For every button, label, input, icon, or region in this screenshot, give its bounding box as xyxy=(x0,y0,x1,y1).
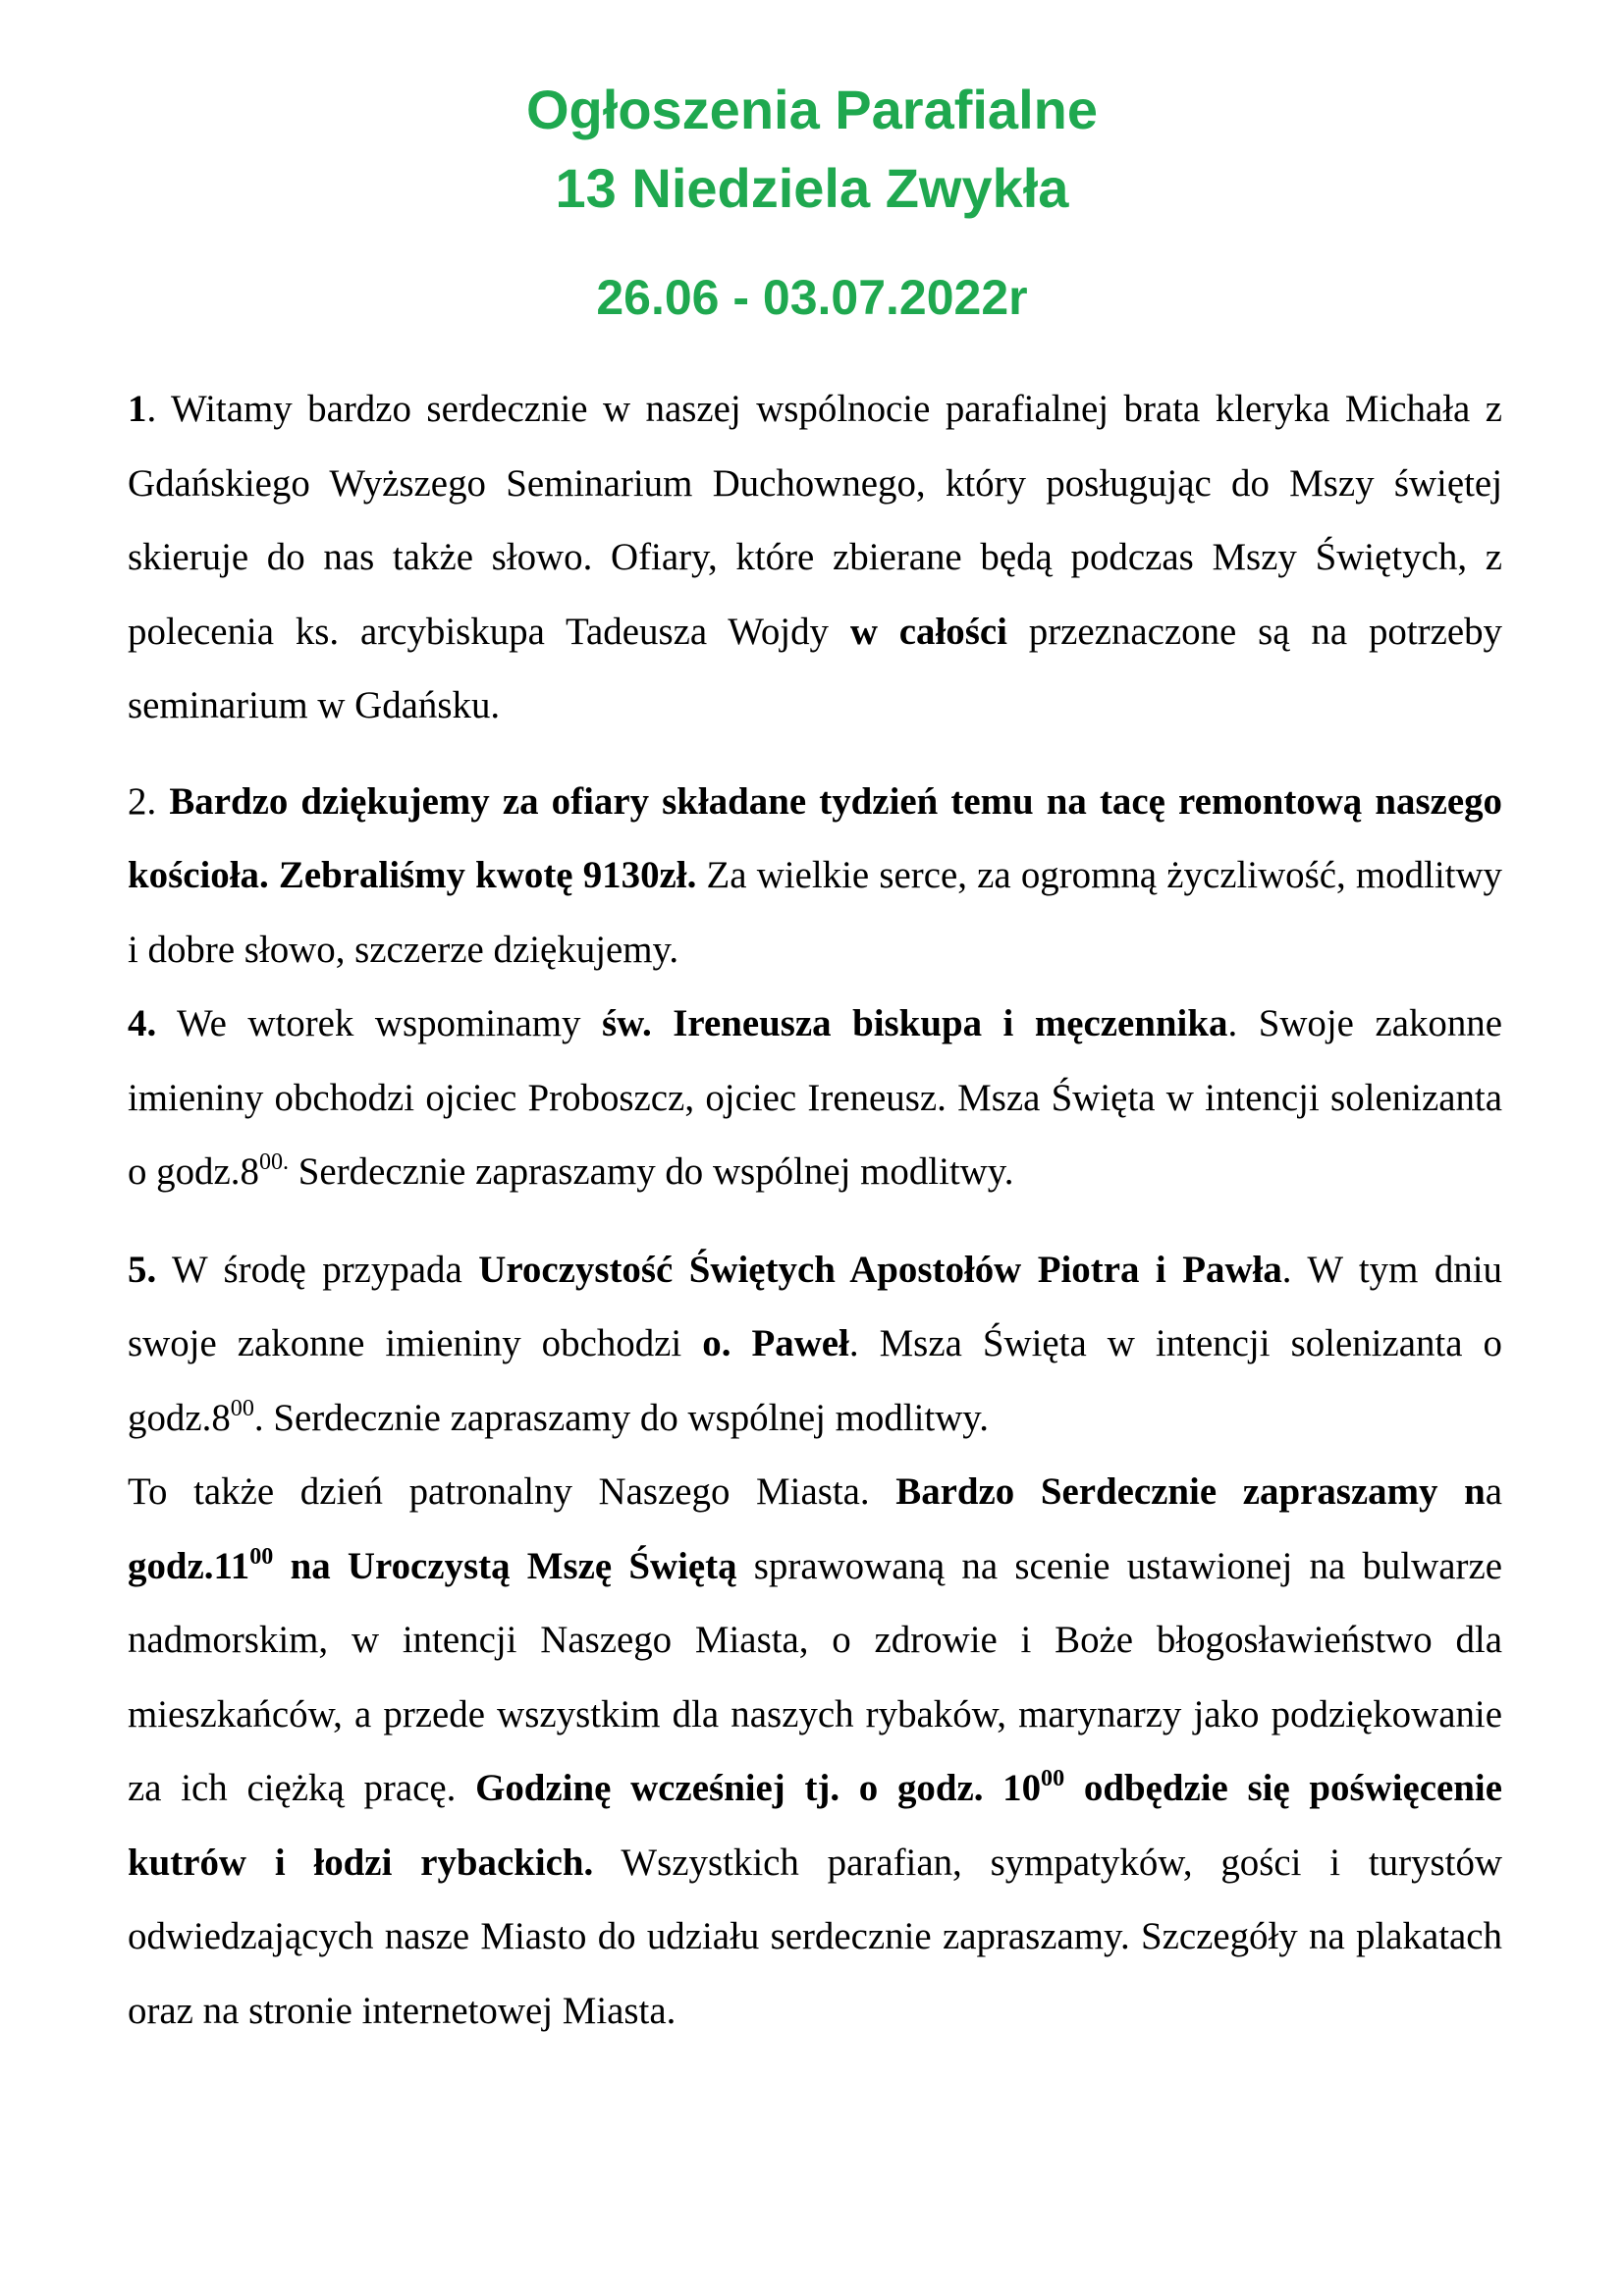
announcements-body xyxy=(128,372,1502,2048)
announcement-bold-text: Bardzo dziękujemy za ofiary składane tydzień temu na tacę remontową naszego kościoła. Zebraliśmy kwotę 9130zł. xyxy=(128,779,1503,896)
announcement-text: . W tym dniu swoje zakonne imieniny obchodzi xyxy=(128,1248,1502,1364)
announcement-text: Za wielkie serce, za ogromną życzliwość, modlitwy i dobre słowo, szczerze dziękujemy. xyxy=(128,854,1502,971)
announcement-bold-text: Bardzo Serdecznie zapraszamy n xyxy=(895,1470,1486,1513)
announcement-5 xyxy=(128,1455,1502,2048)
title-line-2: 13 Niedziela Zwykła xyxy=(555,157,1069,219)
announcement-text: przeznaczone są na potrzeby seminarium w Gdańsku. xyxy=(128,610,1503,726)
announcement-text: . Swoje zakonne imieniny obchodzi ojciec Proboszcz, ojciec Ireneusz. Msza Święta w intencji solenizanta o godz.8 xyxy=(128,1002,1503,1193)
announcement-bold-text: odbędzie się poświęcenie kutrów i łodzi rybackich. xyxy=(128,1767,1502,1884)
announcement-text: . Witamy bardzo serdecznie w naszej wspólnocie parafialnej brata kleryka Michała z Gdańskiego Wyższego Seminarium Duchownego, który posługując do Mszy świętej skieruje do nas także słowo. Ofiary, które zbierane będą podczas Mszy Świętych, z polecenia ks. arcybiskupa Tadeusza Wojdy xyxy=(128,388,1502,653)
announcement-bold-text: św. Ireneusza biskupa i męczennika xyxy=(601,1002,1228,1044)
announcement-bold-text: 1 xyxy=(128,388,147,430)
superscript-text: 00 xyxy=(1041,1766,1065,1792)
title-line-1: Ogłoszenia Parafialne xyxy=(526,79,1098,140)
announcement-text: Wszystkich parafian, sympatyków, gości i turystów odwiedzających nasze Miasto do udziału serdecznie zapraszamy. Szczegóły na plakatach oraz na stronie internetowej Miasta. xyxy=(128,1841,1502,2032)
announcement-4 xyxy=(128,1233,1502,1456)
announcement-text: Serdecznie zapraszamy do wspólnej modlitwy. xyxy=(289,1150,1014,1193)
announcement-text: . Serdecznie zapraszamy do wspólnej modlitwy. xyxy=(253,1396,989,1439)
date-range: 26.06 - 03.07.2022r xyxy=(596,270,1028,325)
announcement-bold-text: o. Paweł xyxy=(702,1322,849,1364)
announcement-text: . Msza Święta w intencji solenizanta o godz.8 xyxy=(128,1322,1502,1439)
superscript-text: 00 xyxy=(230,1395,254,1421)
announcement-text: sprawowaną na scenie ustawionej na bulwarze nadmorskim, w intencji Naszego Miasta, o zdrowie i Boże błogosławieństwo dla mieszkańców, a przede wszystkim dla naszych rybaków, marynarzy jako podziękowanie za ich ciężką pracę. xyxy=(128,1544,1502,1809)
announcement-text: We wtorek wspominamy xyxy=(156,1002,602,1044)
superscript-text: 00. xyxy=(258,1149,290,1176)
announcement-text: a xyxy=(1485,1470,1502,1513)
announcement-bold-text: Godzinę wcześniej tj. o godz. 10 xyxy=(475,1767,1042,1809)
superscript-text: 00 xyxy=(249,1543,274,1570)
announcement-bold-text: 4. xyxy=(128,1002,157,1044)
announcement-1 xyxy=(128,372,1502,743)
announcement-bold-text: godz.11 xyxy=(128,1544,250,1587)
announcement-text: 2. xyxy=(128,779,170,823)
announcement-bold-text: w całości xyxy=(849,610,1007,653)
announcement-text: To także dzień patronalny Naszego Miasta. xyxy=(128,1470,896,1513)
announcement-bold-text: Uroczystość Świętych Apostołów Piotra i Pawła xyxy=(478,1248,1282,1291)
announcement-text: W środę przypada xyxy=(156,1248,479,1291)
announcement-bold-text: 5. xyxy=(128,1248,157,1291)
announcement-3 xyxy=(128,987,1502,1209)
page-title xyxy=(0,71,1624,228)
announcement-bold-text: na Uroczystą Mszę Świętą xyxy=(273,1544,737,1587)
announcement-2 xyxy=(128,765,1502,988)
